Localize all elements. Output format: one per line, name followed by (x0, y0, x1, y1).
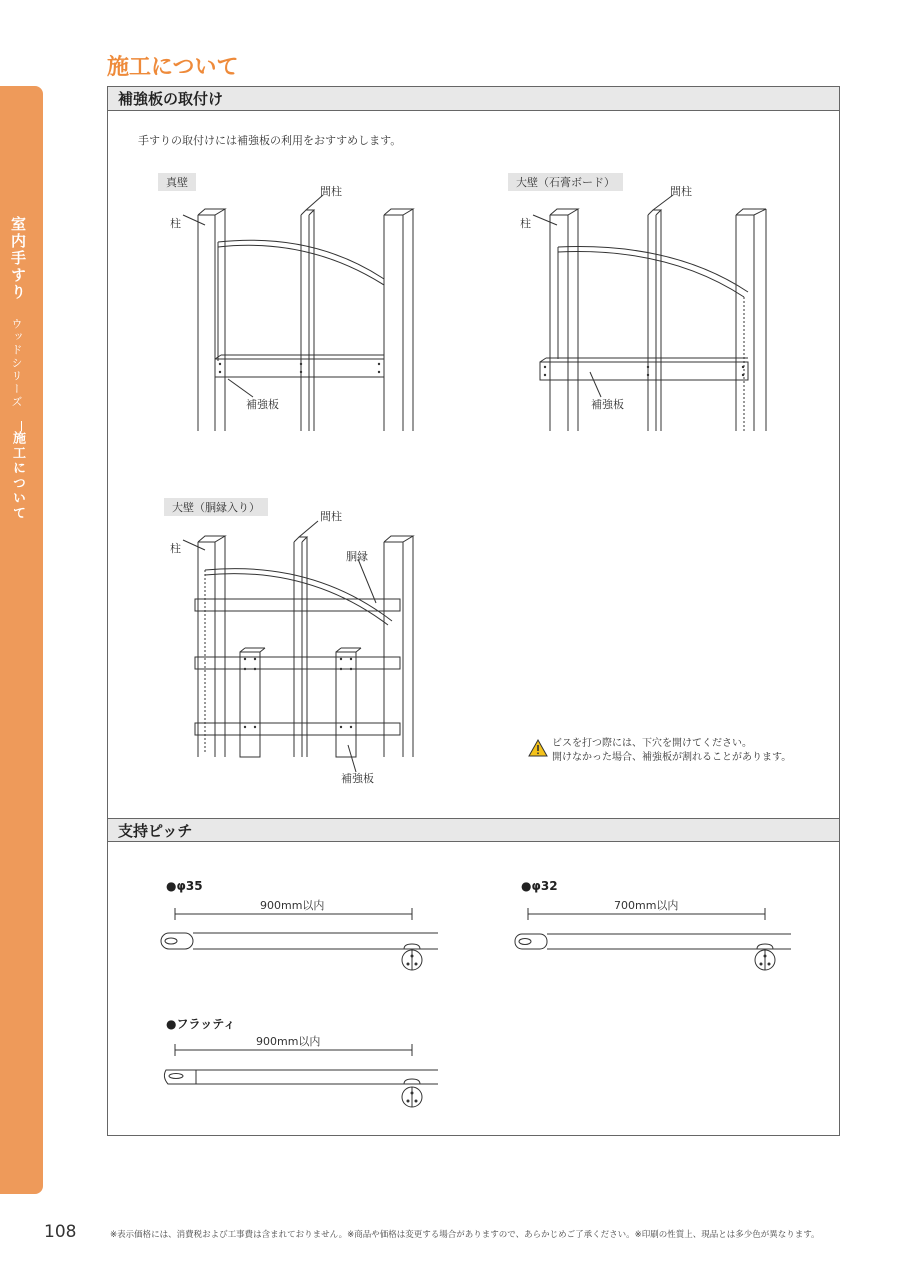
pitch-distance-phi32: 700mm以内 (614, 899, 679, 912)
label-stud: 間柱 (320, 510, 342, 523)
label-furring: 胴縁 (346, 550, 368, 563)
label-stud: 間柱 (670, 185, 692, 198)
pitch-distance-flatty: 900mm以内 (256, 1035, 321, 1048)
footer-note: ※表示価格には、消費税および工事費は含まれておりません。※商品や価格は変更する場合がありますので、あらかじめご了承ください。※印刷の性質上、現品とは多少色が異なります。 (110, 1230, 820, 1240)
label-board: 補強板 (341, 772, 374, 785)
page-number: 108 (44, 1222, 77, 1242)
diagram-tag-shinkabe: 真壁 (158, 173, 196, 191)
pitch-title-phi35: ●φ35 (166, 879, 203, 893)
side-tab (0, 86, 43, 1194)
warning-triangle-icon (528, 739, 548, 757)
diagram-tag-okabe-furring: 大壁（胴縁入り） (164, 498, 268, 516)
page-title: 施工について (107, 55, 239, 80)
pitch-title-phi32: ●φ32 (521, 879, 558, 893)
warning-line-1: ビスを打つ際には、下穴を開けてください。 (552, 738, 752, 749)
rail-diagram-phi35 (158, 902, 448, 972)
pitch-title-flatty: ●フラッティ (166, 1017, 236, 1031)
side-section: 施工について (10, 431, 25, 521)
diagram-okabe-furring (108, 87, 839, 1135)
rail-diagram-phi32 (513, 902, 803, 972)
side-category: 室内手すり (9, 216, 27, 301)
side-series: ウッドシリーズ (10, 318, 23, 409)
label-board: 補強板 (591, 398, 624, 411)
rail-diagram-flatty (158, 1038, 448, 1113)
label-stud: 間柱 (320, 185, 342, 198)
content-frame (107, 86, 840, 1136)
section-heading-reinforcement: 補強板の取付け (108, 87, 839, 111)
section-heading-pitch: 支持ピッチ (108, 818, 839, 842)
warning-text (552, 737, 791, 765)
label-board: 補強板 (246, 398, 279, 411)
diagram-tag-okabe-board: 大壁（石膏ボード） (508, 173, 623, 191)
intro-text: 手すりの取付けには補強板の利用をおすすめします。 (138, 134, 402, 147)
label-pillar: 柱 (170, 542, 181, 555)
label-pillar: 柱 (520, 217, 531, 230)
pitch-distance-phi35: 900mm以内 (260, 899, 325, 912)
label-pillar: 柱 (170, 217, 181, 230)
side-divider (21, 421, 22, 431)
warning-line-2: 開けなかった場合、補強板が割れることがあります。 (552, 752, 792, 763)
